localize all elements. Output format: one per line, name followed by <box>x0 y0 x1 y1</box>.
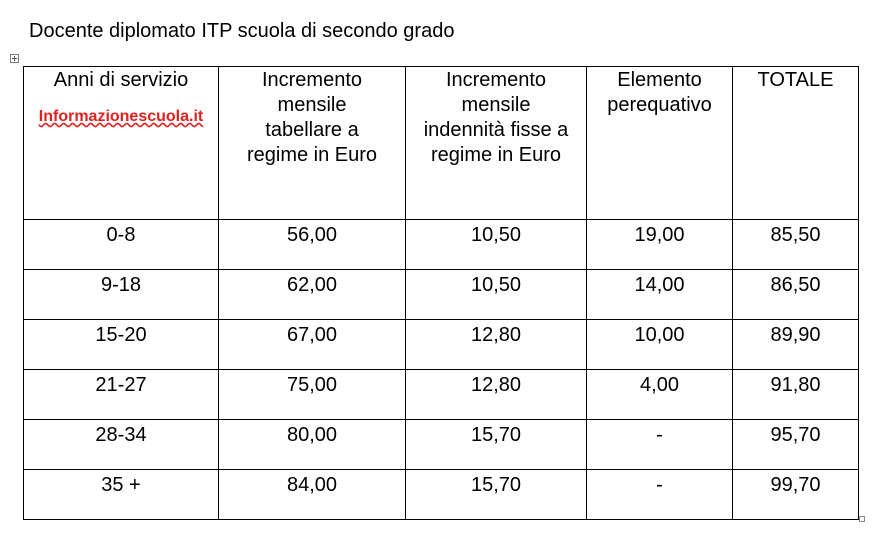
header-totale-label: TOTALE <box>757 69 834 91</box>
cell-indennita: 12,80 <box>406 370 587 420</box>
cell-elemento: 4,00 <box>587 370 733 420</box>
table-row <box>24 470 859 520</box>
cell-tabellare: 84,00 <box>219 470 406 520</box>
cell-indennita: 12,80 <box>406 320 587 370</box>
header-tabellare-label: Incremento mensile tabellare a regime in Euro <box>246 69 378 166</box>
cell-anni: 0-8 <box>24 220 219 270</box>
header-incremento-tabellare <box>219 67 406 220</box>
cell-tabellare: 62,00 <box>219 270 406 320</box>
table-row <box>24 370 859 420</box>
table-resize-icon[interactable] <box>859 516 865 522</box>
cell-tabellare: 67,00 <box>219 320 406 370</box>
cell-elemento: - <box>587 470 733 520</box>
cell-elemento: - <box>587 420 733 470</box>
cell-indennita: 15,70 <box>406 420 587 470</box>
table-move-icon[interactable] <box>10 54 19 63</box>
header-anni-di-servizio <box>24 67 219 220</box>
cell-anni: 9-18 <box>24 270 219 320</box>
table-row <box>24 320 859 370</box>
salary-table <box>23 66 859 520</box>
cell-tabellare: 56,00 <box>219 220 406 270</box>
cell-anni: 21-27 <box>24 370 219 420</box>
table-row <box>24 220 859 270</box>
cell-totale: 91,80 <box>733 370 859 420</box>
site-link[interactable]: Informazionescuola.it <box>38 108 204 125</box>
page-title: Docente diplomato ITP scuola di secondo grado <box>29 20 455 42</box>
header-indennita-label: Incremento mensile indennità fisse a regime in Euro <box>423 69 569 166</box>
cell-indennita: 10,50 <box>406 220 587 270</box>
cell-totale: 85,50 <box>733 220 859 270</box>
cell-totale: 86,50 <box>733 270 859 320</box>
cell-totale: 89,90 <box>733 320 859 370</box>
header-elemento-label: Elemento perequativo <box>607 69 712 116</box>
cell-indennita: 15,70 <box>406 470 587 520</box>
cell-anni: 15-20 <box>24 320 219 370</box>
header-totale <box>733 67 859 220</box>
table-row <box>24 420 859 470</box>
cell-tabellare: 80,00 <box>219 420 406 470</box>
table-header-row <box>24 67 859 220</box>
cell-indennita: 10,50 <box>406 270 587 320</box>
cell-tabellare: 75,00 <box>219 370 406 420</box>
cell-totale: 99,70 <box>733 470 859 520</box>
cell-anni: 35 + <box>24 470 219 520</box>
cell-elemento: 14,00 <box>587 270 733 320</box>
header-elemento-perequativo <box>587 67 733 220</box>
cell-elemento: 10,00 <box>587 320 733 370</box>
header-anni-label: Anni di servizio <box>53 69 189 91</box>
cell-elemento: 19,00 <box>587 220 733 270</box>
cell-anni: 28-34 <box>24 420 219 470</box>
table-row <box>24 270 859 320</box>
cell-totale: 95,70 <box>733 420 859 470</box>
header-incremento-indennita <box>406 67 587 220</box>
